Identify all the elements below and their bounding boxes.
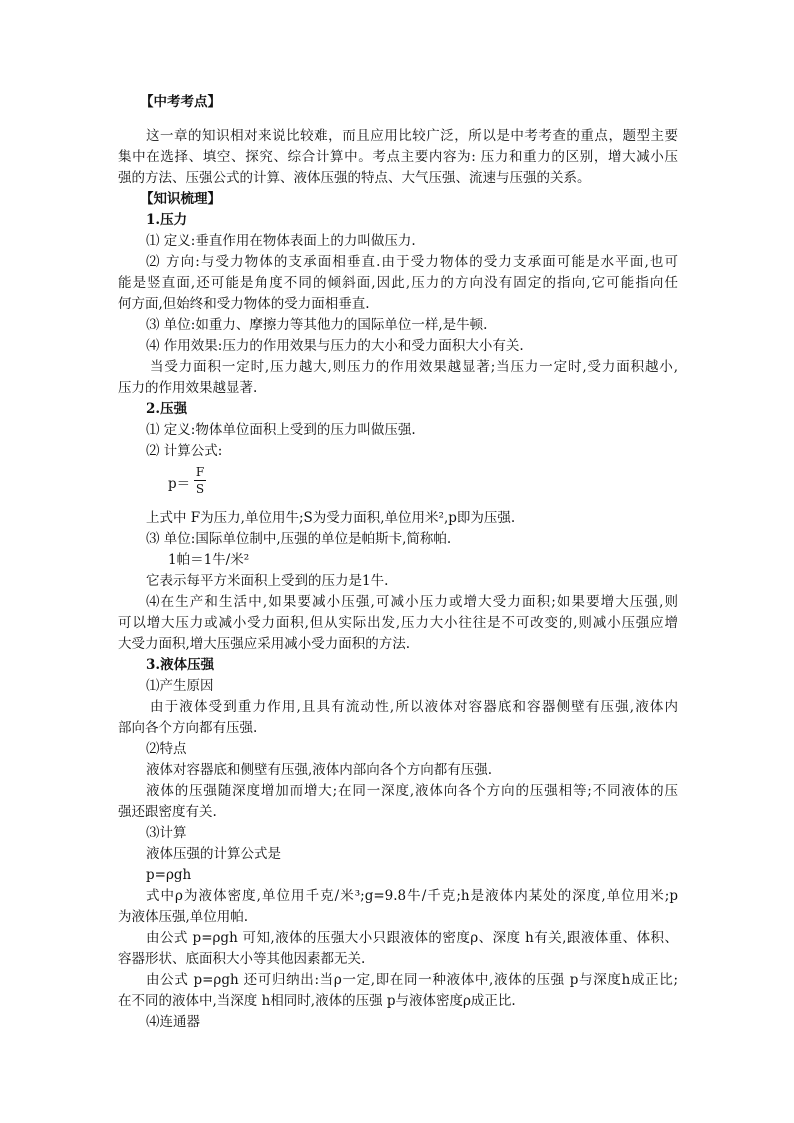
liquid-calc-intro: 液体压强的计算公式是 — [146, 846, 281, 862]
document-body — [118, 92, 678, 1033]
pressure-unit-equation: 1帕＝1牛/米² — [168, 552, 250, 568]
pressure-application-1: ⑷在生产和生活中,如果要减小压强,可减小压力或增大受力面积;如果要增大压强,则 — [146, 594, 678, 610]
liquid-deduction-1a: 由公式 p=ρgh 可知,液体的压强大小只跟液体的密度ρ、深度 h有关,跟液体重、体积、 — [146, 930, 678, 946]
pressure-formula-fraction — [194, 464, 206, 497]
liquid-features-2a: 液体的压强随深度增加而增大;在同一深度,液体向各个方向的压强相等;不同液体的压 — [146, 783, 678, 799]
liquid-cause-1: 由于液体受到重力作用,且具有流动性,所以液体对容器底和容器侧壁有压强,液体内 — [150, 699, 678, 715]
pressure-force-effect: ⑷ 作用效果:压力的作用效果与压力的大小和受力面积大小有关. — [146, 338, 524, 354]
pressure-formula-denominator: S — [195, 482, 205, 496]
liquid-cause-label: ⑴产生原因 — [146, 678, 214, 694]
pressure-formula-numerator: F — [195, 465, 205, 479]
section-heading-pressure: 2.压强 — [146, 401, 188, 417]
liquid-deduction-1b: 容器形状、底面积大小等其他因素都无关. — [118, 951, 366, 967]
liquid-features-label: ⑵特点 — [146, 741, 187, 757]
pressure-force-effect-detail-1: 当受力面积一定时,压力越大,则压力的作用效果越显著;当压力一定时,受力面积越小, — [150, 359, 678, 375]
exam-points-heading: 【中考考点】 — [140, 94, 221, 110]
pressure-formula-note: 上式中 F为压力,单位用牛;S为受力面积,单位用米²,p即为压强. — [146, 510, 516, 526]
liquid-calc-note-2: 为液体压强,单位用帕. — [118, 909, 249, 925]
liquid-deduction-2b: 在不同的液体中,当深度 h相同时,液体的压强 p与液体密度ρ成正比. — [118, 993, 516, 1009]
liquid-cause-2: 部向各个方向都有压强. — [118, 720, 258, 736]
pressure-definition: ⑴ 定义:物体单位面积上受到的压力叫做压强. — [146, 422, 416, 438]
pressure-force-definition: ⑴ 定义:垂直作用在物体表面上的力叫做压力. — [146, 233, 416, 249]
pressure-force-direction-2: 能是竖直面,还可能是角度不同的倾斜面,因此,压力的方向没有固定的指向,它可能指向任 — [118, 275, 678, 291]
pressure-force-unit: ⑶ 单位:如重力、摩擦力等其他力的国际单位一样,是牛顿. — [146, 317, 488, 333]
section-heading-liquid-pressure: 3.液体压强 — [146, 657, 215, 673]
liquid-calc-label: ⑶计算 — [146, 825, 187, 841]
pressure-force-effect-detail-2: 压力的作用效果越显著. — [118, 380, 258, 396]
pressure-formula-lhs: p＝ — [168, 476, 191, 492]
liquid-deduction-2a: 由公式 p=ρgh 还可归纳出:当ρ一定,即在同一种液体中,液体的压强 p与深度h成正比; — [146, 972, 678, 988]
liquid-features-2b: 强还跟密度有关. — [118, 804, 217, 820]
pressure-unit: ⑶ 单位:国际单位制中,压强的单位是帕斯卡,简称帕. — [146, 531, 452, 547]
liquid-features-1: 液体对容器底和侧壁有压强,液体内部向各个方向都有压强. — [146, 762, 493, 778]
liquid-calc-note-1: 式中ρ为液体密度,单位用千克/米³;g=9.8牛/千克;h是液体内某处的深度,单位用米;p — [146, 888, 678, 904]
liquid-connector-label: ⑷连通器 — [146, 1014, 200, 1030]
intro-line-2: 集中在选择、填空、探究、综合计算中。考点主要内容为: 压力和重力的区别，增大减小压 — [118, 149, 678, 165]
intro-line-3: 强的方法、压强公式的计算、液体压强的特点、大气压强、流速与压强的关系。 — [118, 170, 591, 186]
pressure-formula-label: ⑵ 计算公式: — [146, 443, 223, 459]
pressure-force-direction-1: ⑵ 方向:与受力物体的支承面相垂直.由于受力物体的受力支承面可能是水平面,也可 — [146, 254, 678, 270]
knowledge-heading: 【知识梳理】 — [140, 191, 221, 207]
liquid-calc-formula: p=ρgh — [146, 867, 192, 883]
pressure-force-direction-3: 何方面,但始终和受力物体的受力面相垂直. — [118, 296, 370, 312]
pressure-application-3: 大受力面积,增大压强应采用减小受力面积的方法. — [118, 636, 411, 652]
pressure-formula — [118, 462, 678, 508]
section-heading-pressure-force: 1.压力 — [146, 212, 188, 228]
intro-line-1: 这一章的知识相对来说比较难，而且应用比较广泛，所以是中考考查的重点，题型主要 — [146, 128, 678, 144]
pressure-application-2: 可以增大压力或减小受力面积,但从实际出发,压力大小往往是不可改变的,则减小压强应增 — [118, 615, 678, 631]
pressure-unit-meaning: 它表示每平方米面积上受到的压力是1牛. — [146, 573, 389, 589]
